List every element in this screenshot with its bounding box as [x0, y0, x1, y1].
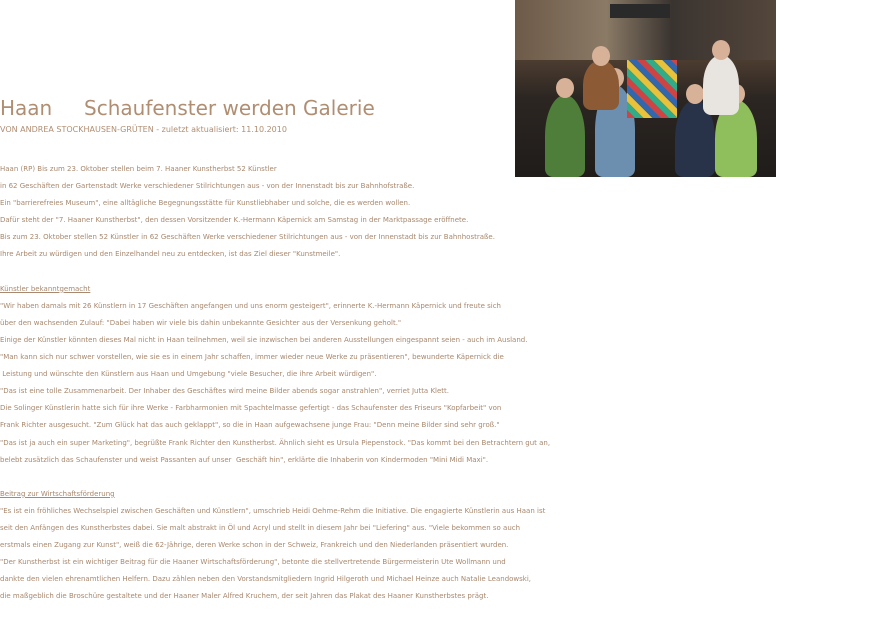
body-line: "Das ist eine tolle Zusammenarbeit. Der Inhaber des Geschäftes wird meine Bilder abends sogar anstrahlen", verriet Jutta Klett.: [0, 387, 450, 396]
body-line: in 62 Geschäften der Gartenstadt Werke verschiedener Stilrichtungen aus - von der Innenstadt bis zur Bahnhofstraße.: [0, 182, 415, 191]
body-line: Ein "barrierefreies Museum", eine alltägliche Begegnungsstätte für Kunstliebhaber und solche, die es werden wollen.: [0, 199, 411, 208]
article-byline: VON ANDREA STOCKHAUSEN-GRÜTEN - zuletzt aktualisiert: 11.10.2010: [0, 125, 287, 134]
article-photo: [515, 0, 776, 177]
body-line: die maßgeblich die Broschüre gestaltete und der Haaner Maler Alfred Kruchem, der seit Jahren das Plakat des Haaner Kunstherbstes prägt.: [0, 592, 489, 601]
section-heading: Künstler bekanntgemacht: [0, 284, 91, 293]
body-line: über den wachsenden Zulauf: "Dabei haben wir viele bis dahin unbekannte Gesichter aus der Versenkung geholt.": [0, 318, 402, 327]
person-head: [592, 46, 610, 66]
body-line: Bis zum 23. Oktober stellen 52 Künstler in 62 Geschäften Werke verschiedener Stilrichtungen aus - von der Innenstadt bis zur Bahnhostraße.: [0, 233, 495, 242]
body-line: Haan (RP) Bis zum 23. Oktober stellen beim 7. Haaner Kunstherbst 52 Künstler: [0, 165, 277, 173]
body-line: Frank Richter ausgesucht. "Zum Glück hat das auch geklappt", so die in Haan aufgewachsene junge Frau: "Denn meine Bilder sind sehr groß.": [0, 421, 500, 430]
body-line: "Man kann sich nur schwer vorstellen, wie sie es in einem Jahr schaffen, immer wieder neue Werke zu präsentieren", bewunderte Käpernick die: [0, 353, 504, 362]
body-line: dankte den vielen ehrenamtlichen Helfern. Dazu zählen neben den Vorstandsmitgliedern Ingrid Hilgeroth und Michael Heinze auch Natalie Leandowski,: [0, 575, 532, 584]
body-line: seit den Anfängen des Kunstherbstes dabei. Sie malt abstrakt in Öl und Acryl und stellt in diesem Jahr bei "Liefering" aus. "Viele bekommen so auch: [0, 523, 521, 532]
body-line: "Der Kunstherbst ist ein wichtiger Beitrag für die Haaner Wirtschaftsförderung", betonte die stellvertretende Bürgermeisterin Ute Wollmann und: [0, 558, 506, 567]
body-line: Ihre Arbeit zu würdigen und den Einzelhandel neu zu entdecken, ist das Ziel dieser "Kunstmeile".: [0, 250, 341, 259]
person-head: [686, 84, 704, 104]
body-line: [0, 469, 875, 486]
body-line: Einige der Künstler könnten dieses Mal nicht in Haan teilnehmen, weil sie inzwischen bei anderen Ausstellungen eingespannt seien - auch im Ausland.: [0, 335, 528, 344]
body-line: "Wir haben damals mit 26 Künstlern in 17 Geschäften angefangen und uns enorm gesteigert", erinnerte K.-Hermann Käpernick und freute sich: [0, 301, 501, 310]
article-body: [0, 161, 875, 605]
body-line: Leistung und wünschte den Künstlern aus Haan und Umgebung "viele Besucher, die ihre Arbeit würdigen".: [0, 370, 377, 379]
body-line: Dafür steht der "7. Haaner Kunstherbst", den dessen Vorsitzender K.-Hermann Käpernick am Samstag in der Marktpassage eröffnete.: [0, 216, 469, 225]
body-line: Die Solinger Künstlerin hatte sich für ihre Werke - Farbharmonien mit Spachtelmasse gefertigt - das Schaufenster des Friseurs "Kopfarbeit" von: [0, 404, 502, 413]
body-line: "Das ist ja auch ein super Marketing", begrüßte Frank Richter den Kunstherbst. Ähnlich sieht es Ursula Piepenstock. "Das kommt bei den Betrachtern gut an,: [0, 438, 551, 447]
section-heading: Beitrag zur Wirtschaftsförderung: [0, 489, 115, 498]
person: [583, 60, 619, 110]
art-poster: [627, 60, 677, 118]
person-head: [556, 78, 574, 98]
person-head: [712, 40, 730, 60]
article-title: Haan Schaufenster werden Galerie: [0, 96, 375, 120]
person: [703, 55, 739, 115]
shop-sign: [610, 4, 670, 18]
body-line: [0, 264, 875, 281]
body-line: belebt zusätzlich das Schaufenster und weist Passanten auf unser Geschäft hin", erklärte die Inhaberin von Kindermoden "Mini Midi Maxi".: [0, 455, 489, 464]
body-line: erstmals einen Zugang zur Kunst", weiß die 62-Jährige, deren Werke schon in der Schweiz, Frankreich und den Niederlanden präsentiert wurden.: [0, 541, 509, 550]
body-line: "Es ist ein fröhliches Wechselspiel zwischen Geschäften und Künstlern", umschrieb Heidi Oehme-Rehm die Initiative. Die engagierte Künstlerin aus Haan ist: [0, 506, 546, 515]
